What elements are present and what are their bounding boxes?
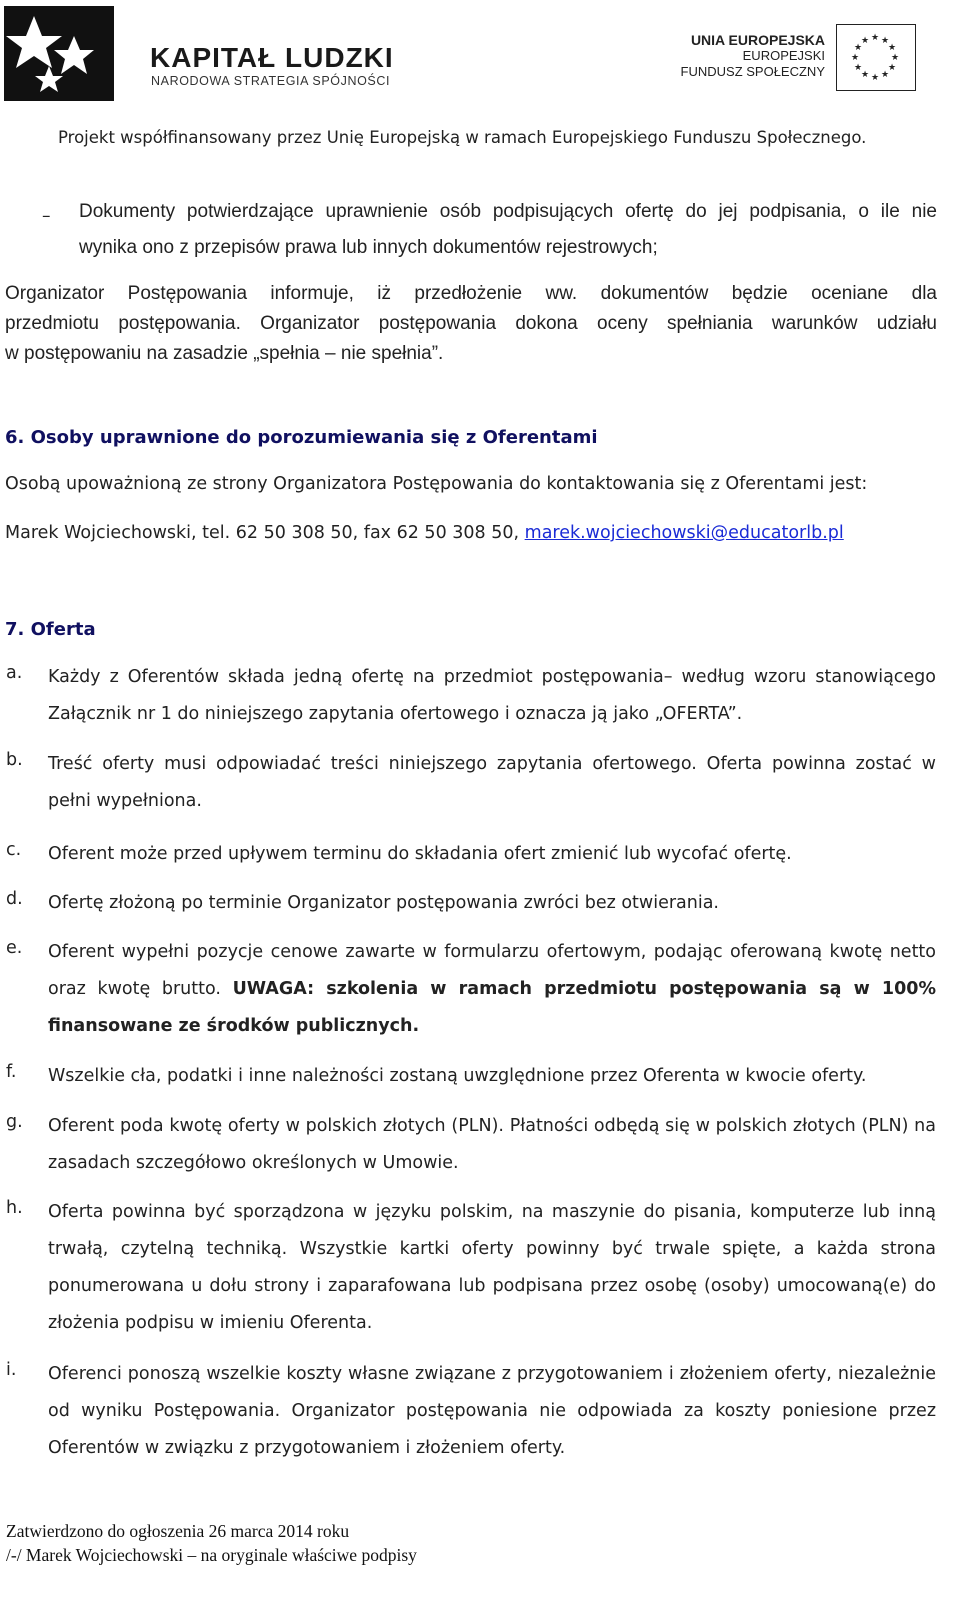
item-letter: i. [6, 1360, 17, 1380]
email-link[interactable]: marek.wojciechowski@educatorlb.pl [524, 523, 844, 543]
section-6-line1: Osobą upoważnioną ze strony Organizatora Postępowania do kontaktowania się z Oferentami jest: [5, 474, 868, 494]
item-text-content: Oferent poda kwotę oferty w polskich złotych (PLN). Płatności odbędą się w polskich złotych (PLN) na zasadach szczegółowo określonych w Umowie. [48, 1116, 936, 1173]
eu-flag-icon [836, 24, 916, 91]
item-text [48, 1194, 936, 1342]
contact-text: Marek Wojciechowski, tel. 62 50 308 50, fax 62 50 308 50, [5, 523, 525, 543]
eu-line1: UNIA EUROPEJSKA [690, 32, 825, 48]
svg-text:★: ★ [887, 43, 897, 53]
eu-line2: EUROPEJSKI [742, 48, 825, 63]
item-text [48, 1356, 936, 1467]
item-text-content: Każdy z Oferentów składa jedną ofertę na przedmiot postępowania– według wzoru stanowiącego Załącznik nr 1 do niniejszego zapytania ofertowego i oznacza ją jako „OFERTA”. [48, 667, 936, 724]
kapital-ludzki-logo [4, 6, 114, 101]
item-letter: a. [6, 663, 23, 683]
item-text-content: Treść oferty musi odpowiadać treści niniejszego zapytania ofertowego. Oferta powinna zostać w pełni wypełniona. [48, 754, 936, 811]
item-letter: h. [6, 1198, 23, 1218]
item-letter: g. [6, 1112, 23, 1132]
dash-item-line1: Dokumenty potwierdzające uprawnienie osób podpisujących ofertę do jej podpisania, o ile nie [79, 201, 937, 222]
logo-subtitle: NARODOWA STRATEGIA SPÓJNOŚCI [151, 74, 391, 88]
svg-text:★: ★ [853, 63, 863, 73]
item-letter: f. [6, 1062, 17, 1082]
approval-line: Zatwierdzono do ogłoszenia 26 marca 2014 roku [6, 1521, 350, 1541]
item-text [48, 659, 936, 733]
item-text [48, 1058, 936, 1095]
item-text-content: Wszelkie cła, podatki i inne należności zostaną uwzględnione przez Oferenta w kwocie oferty. [48, 1066, 867, 1086]
intro-line2: przedmiotu postępowania. Organizator postępowania dokona oceny spełniania warunków udziału [5, 313, 937, 334]
logo-title: KAPITAŁ LUDZKI [150, 42, 394, 73]
dash-item-line2: wynika ono z przepisów prawa lub innych dokumentów rejestrowych; [79, 237, 658, 258]
item-letter: e. [6, 938, 23, 958]
svg-text:★: ★ [870, 33, 880, 43]
project-cofinancing-line: Projekt współfinansowany przez Unię Europejską w ramach Europejskiego Funduszu Społecznego. [58, 128, 867, 147]
svg-text:★: ★ [860, 36, 870, 46]
dash-item [79, 194, 937, 266]
svg-text:★: ★ [870, 73, 880, 83]
item-letter: d. [6, 889, 23, 909]
item-text-content: Ofertę złożoną po terminie Organizator postępowania zwróci bez otwierania. [48, 893, 719, 913]
item-text [48, 746, 936, 820]
svg-text:★: ★ [850, 53, 860, 63]
svg-text:★: ★ [880, 70, 890, 80]
item-letter: b. [6, 750, 23, 770]
eu-line3: FUNDUSZ SPOŁECZNY [680, 64, 825, 79]
dash-bullet: – [42, 206, 51, 226]
svg-text:★: ★ [860, 70, 870, 80]
intro-paragraph [5, 279, 937, 369]
eu-label [681, 32, 825, 80]
intro-line1: Organizator Postępowania informuje, iż przedłożenie ww. dokumentów będzie oceniane dla [5, 283, 937, 304]
section-6-heading: 6. Osoby uprawnione do porozumiewania się z Oferentami [5, 427, 598, 448]
item-letter: c. [6, 840, 22, 860]
item-text-content: Oferent wypełni pozycje cenowe zawarte w formularzu ofertowym, podając oferowaną kwotę netto oraz kwotę brutto. [48, 942, 936, 999]
svg-text:★: ★ [880, 36, 890, 46]
svg-text:★: ★ [887, 63, 897, 73]
svg-text:★: ★ [853, 43, 863, 53]
intro-line3: w postępowaniu na zasadzie „spełnia – nie spełnia”. [5, 343, 444, 364]
item-text-content: Oferent może przed upływem terminu do składania ofert zmienić lub wycofać ofertę. [48, 844, 792, 864]
svg-text:★: ★ [890, 53, 900, 63]
item-text-content: Oferenci ponoszą wszelkie koszty własne związane z przygotowaniem i złożeniem oferty, niezależnie od wyniku Postępowania. Organizator postępowania nie odpowiada za koszty poniesione przez Oferentów w związku z przygotowaniem i złożeniem oferty. [48, 1364, 936, 1458]
section-6-contact [5, 519, 844, 547]
item-text [48, 1108, 936, 1182]
item-text [48, 934, 936, 1045]
item-text-bold-note: UWAGA: szkolenia w ramach przedmiotu postępowania są w 100% finansowane ze środków publicznych. [48, 979, 936, 1036]
section-7-heading: 7. Oferta [5, 619, 96, 640]
item-text [48, 836, 936, 873]
item-text [48, 885, 936, 922]
item-text-content: Oferta powinna być sporządzona w języku polskim, na maszynie do pisania, komputerze lub inną trwałą, czytelną techniką. Wszystkie kartki oferty powinny być trwale spięte, a każda strona ponumerowana u dołu strony i zaparafowana lub podpisana przez osobę (osoby) umocowaną(e) do złożenia podpisu w imieniu Oferenta. [48, 1202, 936, 1333]
signature-line: /-/ Marek Wojciechowski – na oryginale właściwe podpisy [6, 1545, 417, 1565]
